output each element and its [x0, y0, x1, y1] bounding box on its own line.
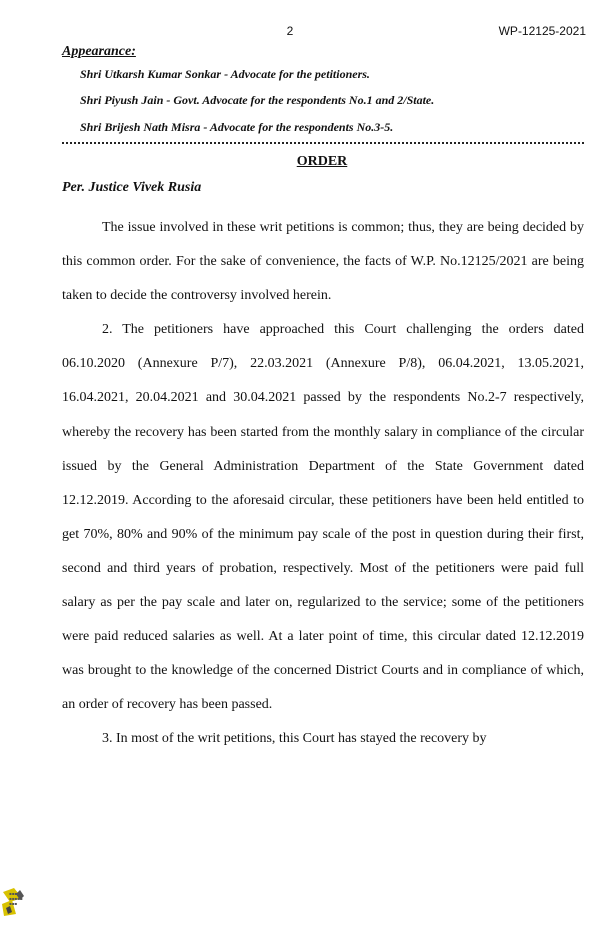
order-paragraph-3: 3. In most of the writ petitions, this Court has stayed the recovery by: [102, 731, 487, 747]
page-number: 2: [286, 24, 294, 38]
case-number: WP-12125-2021: [498, 24, 586, 38]
counsel-state: Shri Piyush Jain - Govt. Advocate for the respondents No.1 and 2/State.: [80, 93, 435, 107]
order-paragraph-2: 2. The petitioners have approached this Court challenging the orders dated 06.10.2020 (Annexure P/7), 22.03.2021 (Annexure P/8), 06.04.2021, 13.05.2021, 16.04.2021, 20.04.2021 and 30.04.2021 passed by the respondents No.2-7 respectively, whereby the recovery has been started from the monthly salary in compliance of the circular issued by the General Administration Department of the State Government dated 12.12.2019. According to the aforesaid circular, these petitioners have been held entitled to get 70%, 80% and 90% of the minimum pay scale of the post in question during their first, second and third years of probation, respectively. Most of the petitioners were paid full salary as per the pay scale and later on, regularized to the service; some of the petitioners were paid reduced salaries as well. At a later point of time, this circular dated 12.12.2019 was brought to the knowledge of the concerned District Courts and in compliance of which, an order of recovery has been passed.: [62, 322, 584, 713]
counsel-respondents: Shri Brijesh Nath Misra - Advocate for the respondents No.3-5.: [80, 120, 394, 134]
order-body: [62, 211, 584, 757]
order-heading: ORDER: [296, 154, 348, 169]
counsel-petitioners: Shri Utkarsh Kumar Sonkar - Advocate for the petitioners.: [80, 67, 370, 81]
dotted-separator: [62, 142, 584, 144]
appearance-heading: Appearance:: [62, 44, 136, 59]
order-paragraph-1: The issue involved in these writ petitions is common; thus, they are being decided by this common order. For the sake of convenience, the facts of W.P. No.12125/2021 are being taken to decide the controversy involved herein.: [62, 220, 584, 304]
per-justice: Per. Justice Vivek Rusia: [62, 180, 202, 195]
signature-stamp-text: ▪▪▪▪ ▪▪▪▪▪ ▪▪▪: [9, 891, 23, 906]
